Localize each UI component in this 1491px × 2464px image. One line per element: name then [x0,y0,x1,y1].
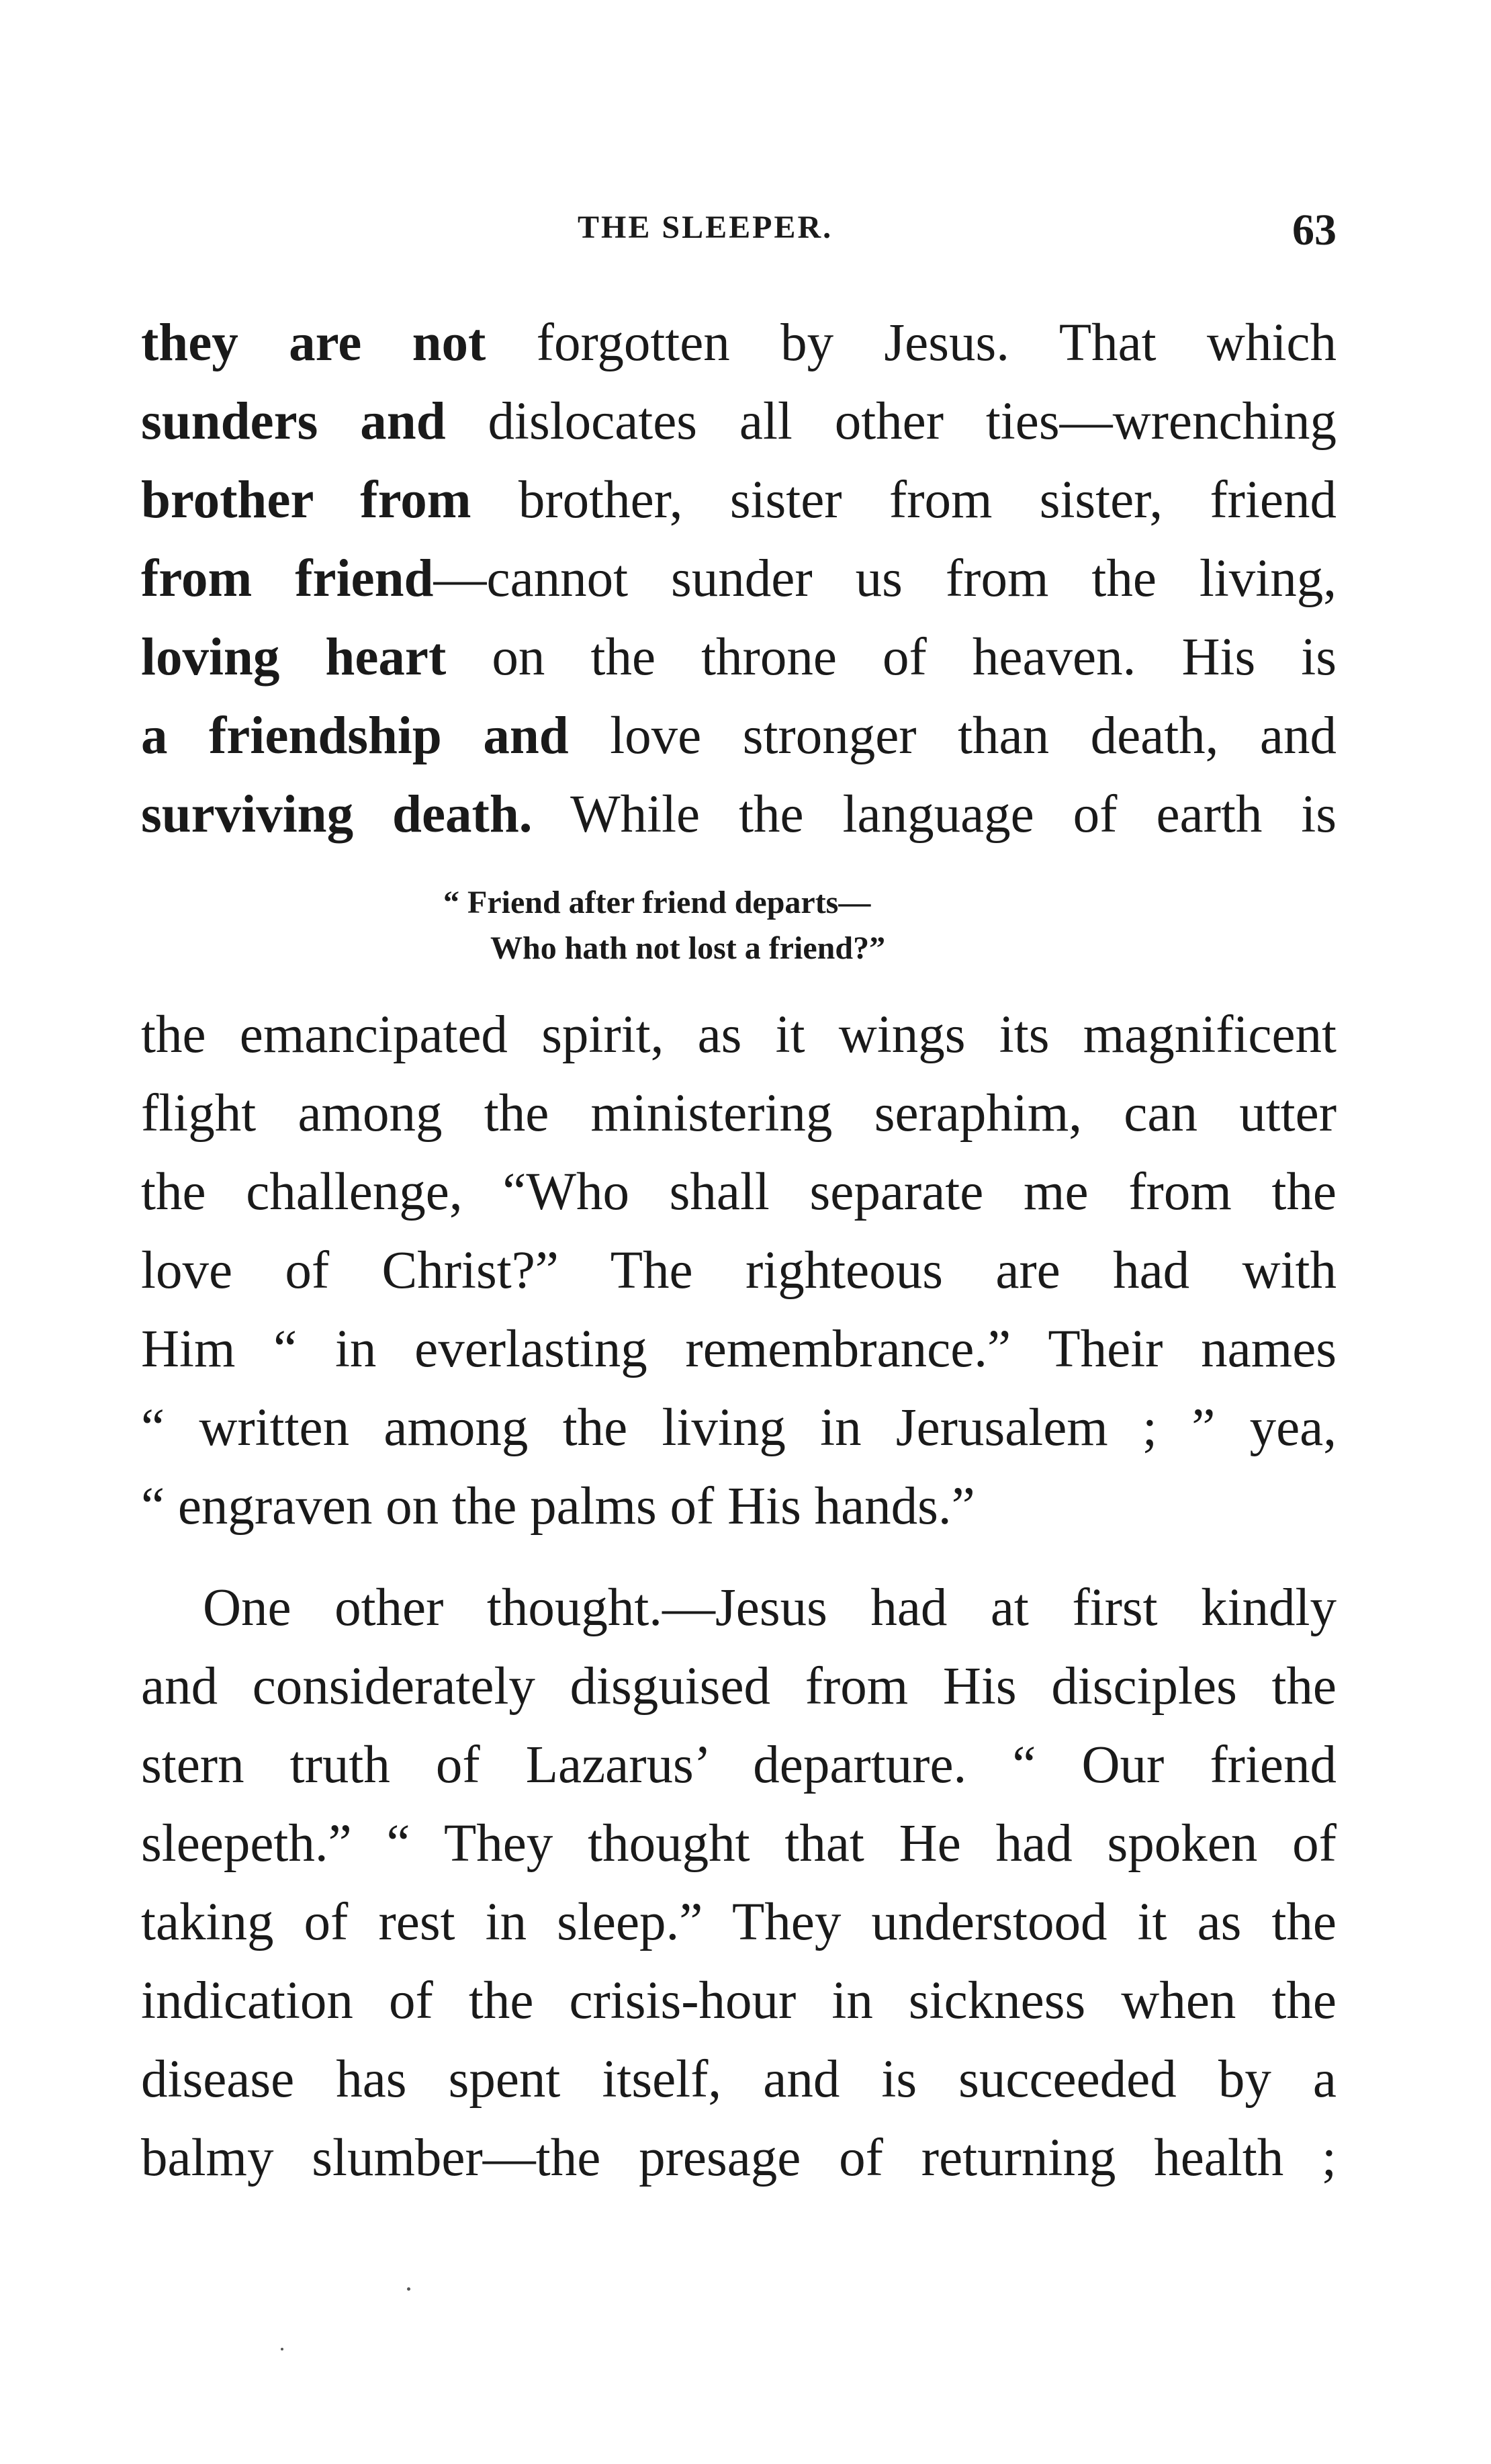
text-line: indication of the crisis-hour in sickness when the [141,1972,1337,2030]
line-text: forgotten by Jesus. That which [486,314,1337,372]
text-line: Him “ in everlasting remembrance.” Their names [141,1320,1337,1378]
text-line: stern truth of Lazarus’ departure. “ Our friend [141,1736,1337,1794]
bold-phrase: from friend [141,549,434,608]
page-number: 63 [1292,206,1337,255]
text-line: the challenge, “Who shall separate me from the [141,1163,1337,1221]
text-line: the emancipated spirit, as it wings its magnificent [141,1006,1337,1064]
text-line [141,382,1337,461]
line-text: While the language of earth is [532,785,1337,844]
line-text: —cannot sunder us from the living, [433,549,1337,608]
verse-line-2: Who hath not lost a friend?” [490,930,886,966]
running-head: THE SLEEPER. [578,210,833,245]
verse-quotation [443,880,885,971]
line-text: brother, sister from sister, friend [471,471,1337,529]
text-line: “ engraven on the palms of His hands.” [141,1477,975,1536]
text-line [141,539,1337,618]
line-text: love stronger than death, and [568,707,1337,765]
text-line [141,775,1337,854]
bold-phrase: sunders and [141,392,446,451]
bold-phrase: loving heart [141,628,447,687]
text-line: flight among the ministering seraphim, can utter [141,1084,1337,1143]
line-text: dislocates all other ties—wrenching [445,392,1337,451]
bold-phrase: a friendship and [141,707,569,765]
page-header [141,205,1337,259]
text-line [141,461,1337,539]
text-line: sleepeth.” “ They thought that He had spoken of [141,1814,1337,1873]
text-line: balmy slumber—the presage of returning health ; [141,2129,1337,2187]
text-line [141,304,1337,382]
text-line: One other thought.—Jesus had at first kindly [203,1579,1337,1637]
text-line: “ written among the living in Jerusalem ; ” yea, [141,1399,1337,1457]
text-line: love of Christ?” The righteous are had with [141,1241,1337,1300]
text-line: and considerately disguised from His disciples the [141,1657,1337,1716]
bold-phrase: brother from [141,471,471,529]
bold-phrase: they are not [141,314,486,372]
line-text: on the throne of heaven. His is [446,628,1337,687]
paper-speck [407,2287,410,2291]
paragraph-3 [141,1569,1337,2197]
paper-speck [281,2348,283,2350]
paragraph-1 [141,304,1337,854]
text-line [141,697,1337,775]
text-line: disease has spent itself, and is succeeded by a [141,2050,1337,2109]
verse-line-1: “ Friend after friend departs— [443,885,871,920]
text-line [141,618,1337,697]
bold-phrase: surviving death. [141,785,533,844]
text-line: taking of rest in sleep.” They understood it as the [141,1893,1337,1951]
paragraph-2 [141,996,1337,1546]
